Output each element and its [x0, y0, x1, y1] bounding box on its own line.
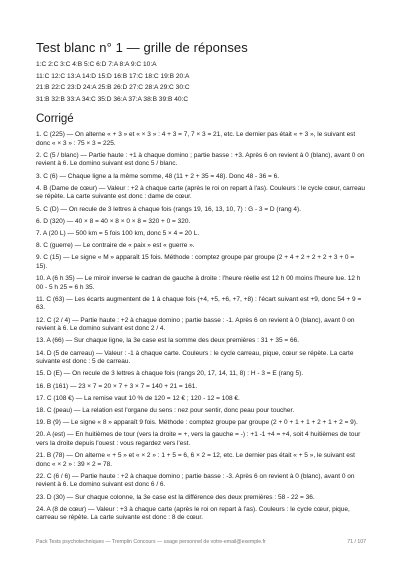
answer-item: 24. A (8 de cœur) — Valeur : +3 à chaque carte (après le roi on repart à l'as). Couleurs : le cycle cœur, pique, carreau se répète. La carte suivante est donc : 8 de cœur.: [36, 505, 350, 522]
answer-item: 7. A (20 L) — 500 km = 5 fois 100 km, donc 5 × 4 = 20 L.: [36, 229, 200, 237]
answer-grid-row: 21:B 22:C 23:D 24:A 25:B 26:D 27:C 28:A 29:C 30:C: [36, 84, 190, 91]
answer-item: 21. B (78) — On alterne « + 5 » et « × 2 » : 1 + 5 = 6, 6 × 2 = 12, etc. Le dernier pas était « + 5 », le suivant est donc « × 2 » : 39 × 2 = 78.: [36, 452, 355, 468]
corrige-heading: Corrigé: [36, 113, 74, 125]
answer-item: 16. B (161) — 23 × 7 = 20 × 7 + 3 × 7 = 140 + 21 = 161.: [36, 382, 198, 390]
answer-grid-row: 11:C 12:C 13:A 14:D 15:D 16:B 17:C 18:C 19:B 20:A: [36, 72, 190, 80]
answer-item: 10. A (6 h 35) — Le miroir inverse le cadran de gauche à droite : l'heure réelle est 12 h 00 moins l'heure lue. 12 h 00 - 5 h 25 = 6 h 35.: [36, 275, 361, 291]
answer-grid-row: 31:B 32:B 33:A 34:C 35:D 36:A 37:A 38:B 39:B 40:C: [36, 95, 189, 103]
answer-item: 12. C (2 / 4) — Partie haute : +2 à chaque domino ; partie basse : -1. Après 6 on revient à 0 (blanc), avant 0 on revient à 6. Le domino suivant est donc 2 / 4.: [36, 316, 355, 333]
answer-item: 3. C (6) — Chaque ligne a la même somme, 48 (11 + 2 + 35 = 48). Donc 48 - 36 = 6.: [36, 172, 280, 180]
answer-item: 18. C (peau) — La relation est l'organe du sens : nez pour sentir, donc peau pour toucher.: [36, 406, 295, 414]
answer-item: 1. C (225) — On alterne « + 3 » et « × 3 » : 4 + 3 = 7, 7 × 3 = 21, etc. Le dernier pas était « + 3 », le suivant est donc « × 3 » : 75 × 3 = 225.: [36, 131, 356, 147]
answer-item: 14. D (5 de carreau) — Valeur : -1 à chaque carte. Couleurs : le cycle carreau, pique, cœur se répète. La carte suivante est donc : 5 de carreau.: [36, 349, 354, 366]
answer-item: 6. D (320) — 40 × 8 = 40 × 8 × 0 × 8 = 320 + 0 = 320.: [36, 217, 191, 225]
answer-item: 17. C (108 €) — La remise vaut 10 % de 120 = 12 € ; 120 - 12 = 108 €.: [36, 394, 240, 402]
answer-item: 4. B (Dame de cœur) — Valeur : +2 à chaque carte (après le roi on repart à l'as). Couleurs : le cycle cœur, carreau se répète. La carte suivante est donc : dame de cœur.: [36, 184, 365, 201]
answer-item: 9. C (15) — Le signe « M » apparaît 15 fois. Méthode : comptez groupe par groupe (2 + 4 + 2 + 2 + 2 + 3 + 0 = 15).: [36, 254, 355, 270]
answer-grid: [36, 59, 366, 105]
page-number: 71 / 107: [347, 539, 366, 545]
answer-grid-row: 1:C 2:C 3:C 4:B 5:C 6:D 7:A 8:A 9:C 10:A: [36, 61, 157, 68]
answer-explanations: [36, 131, 366, 523]
answer-item: 11. C (63) — Les écarts augmentent de 1 à chaque fois (+4, +5, +6, +7, +8) : l'écart suivant est +9, donc 54 + 9 = 63.: [36, 295, 362, 312]
page-title: Test blanc n° 1 — grille de réponses: [36, 40, 248, 55]
answer-item: 13. A (66) — Sur chaque ligne, la 3e case est la somme des deux premières : 31 + 35 = 66.: [36, 337, 300, 345]
answer-item: 19. B (9) — Le signe « 8 » apparaît 9 fois. Méthode : comptez groupe par groupe (2 + 0 + 1 + 1 + 2 + 1 + 2 = 9).: [36, 419, 358, 427]
answer-item: 20. A (est) — En huitièmes de tour (vers la droite = +, vers la gauche = -) : +1 -1 +4 = +4, soit 4 huitièmes de tour vers la droite depuis l'ouest : vous regardez vers l'est.: [36, 431, 361, 447]
answer-item: 22. C (6 / 6) — Partie haute : +2 à chaque domino ; partie basse : -3. Après 6 on revient à 0 (blanc), avant 0 on revient à 6. Le domino suivant est donc 6 / 6.: [36, 472, 355, 489]
answer-item: 8. C (guerre) — Le contraire de « paix » est « guerre ».: [36, 242, 195, 250]
footer-source: Pack Tests psychotechniques — Tremplin Concours — usage personnel de votre-email@exemple.fr: [36, 539, 266, 545]
answer-item: 23. D (30) — Sur chaque colonne, la 3e case est la différence des deux premières : 58 - 22 = 36.: [36, 493, 315, 501]
page-footer: [36, 539, 366, 546]
answer-item: 15. D (E) — On recule de 3 lettres à chaque fois (rangs 20, 17, 14, 11, 8) : H - 3 = E (rang 5).: [36, 370, 304, 378]
answer-item: 2. C (5 / blanc) — Partie haute : +1 à chaque domino ; partie basse : +3. Après 6 on revient à 0 (blanc), avant 0 on revient à 6. Le domino suivant est donc 5 / blanc.: [36, 151, 365, 168]
answer-item: 5. C (D) — On recule de 3 lettres à chaque fois (rangs 19, 16, 13, 10, 7) : G - 3 = D (rang 4).: [36, 205, 301, 213]
